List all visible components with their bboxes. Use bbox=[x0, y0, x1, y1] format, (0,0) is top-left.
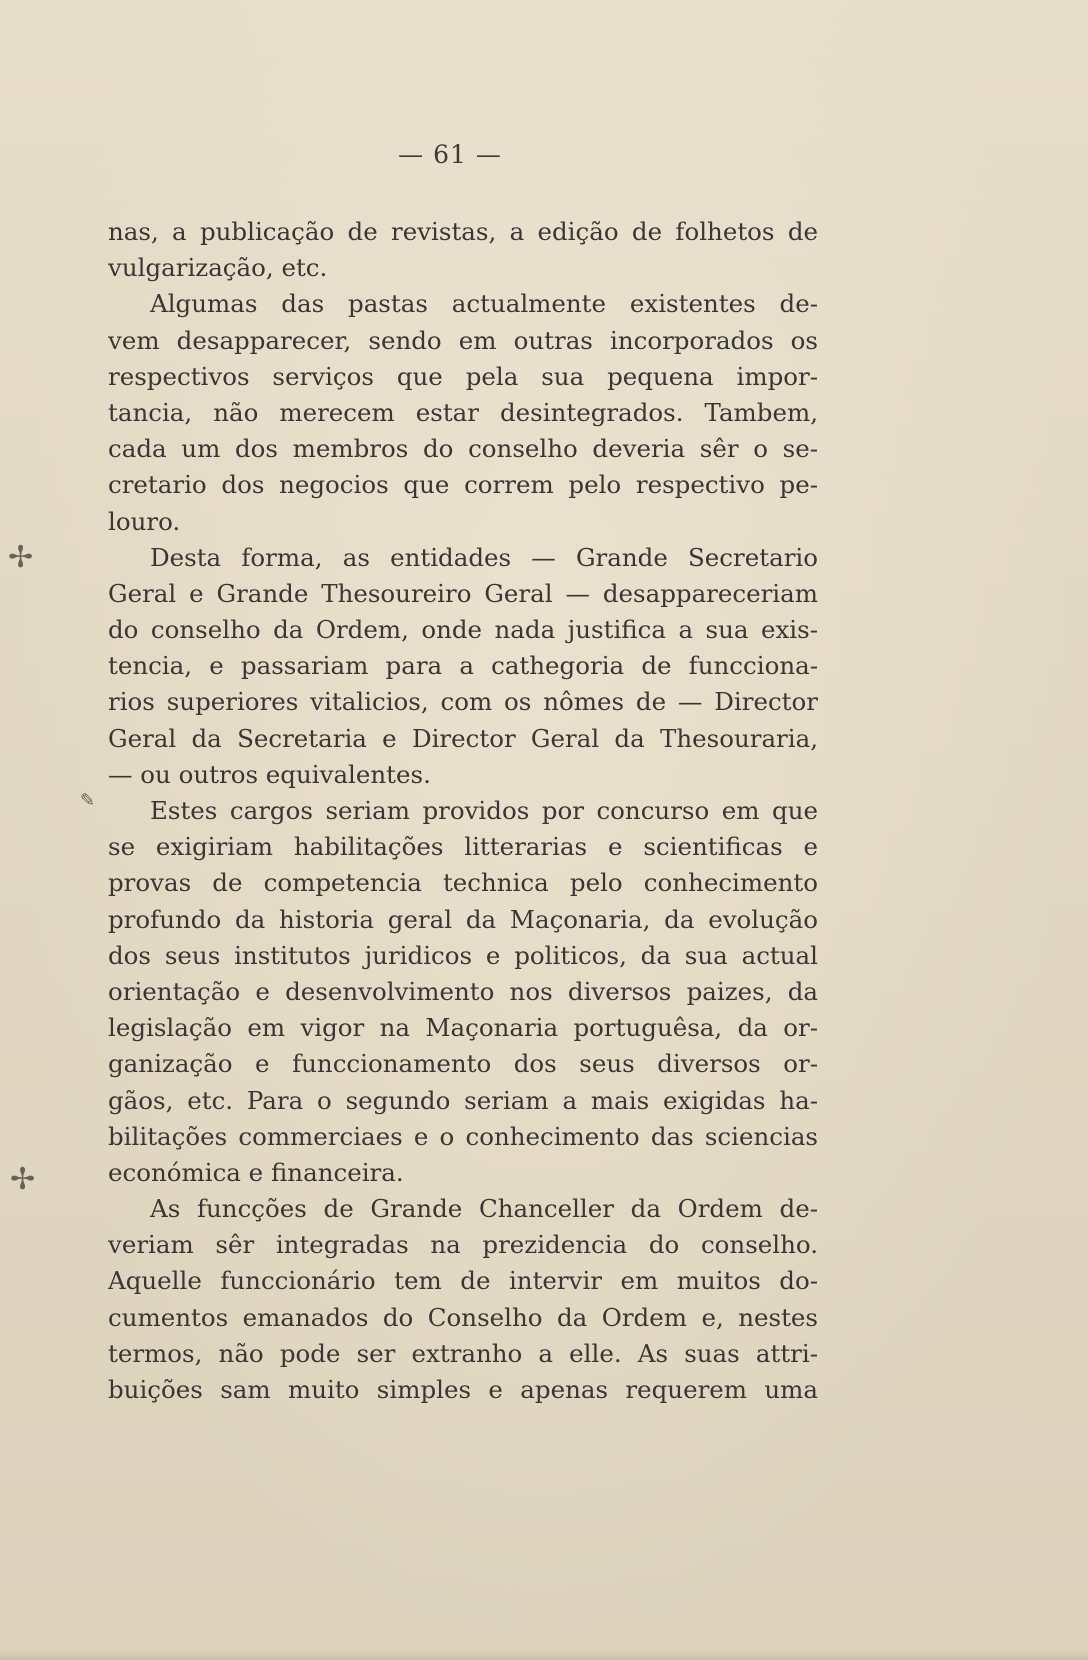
text-line: rios superiores vitalicios, com os nômes de — Director bbox=[108, 687, 818, 717]
text-line: Desta forma, as entidades — Grande Secretario bbox=[150, 542, 818, 572]
text-line: respectivos serviços que pela sua pequena impor- bbox=[108, 361, 818, 391]
margin-mark-1: ✢ bbox=[8, 540, 34, 575]
margin-mark-2: ✎ bbox=[80, 790, 96, 811]
text-line: provas de competencia technica pelo conhecimento bbox=[108, 868, 818, 898]
text-line: gãos, etc. Para o segundo seriam a mais exigidas ha- bbox=[108, 1085, 818, 1115]
text-line: cretario dos negocios que correm pelo respectivo pe- bbox=[108, 470, 818, 500]
text-line: orientação e desenvolvimento nos diversos paizes, da bbox=[108, 976, 818, 1006]
text-line: vem desapparecer, sendo em outras incorporados os bbox=[108, 325, 818, 355]
text-line: legislação em vigor na Maçonaria portuguêsa, da or- bbox=[108, 1013, 818, 1043]
text-line: Geral da Secretaria e Director Geral da Thesouraria, bbox=[108, 723, 818, 753]
page-number: — 61 — bbox=[398, 140, 502, 169]
body-text bbox=[108, 214, 818, 1408]
text-line: dos seus institutos juridicos e politicos, da sua actual bbox=[108, 940, 818, 970]
text-line: termos, não pode ser extranho a elle. As suas attri- bbox=[108, 1338, 818, 1368]
text-line: veriam sêr integradas na prezidencia do conselho. bbox=[108, 1230, 818, 1260]
margin-mark-3: ✢ bbox=[10, 1162, 36, 1197]
text-line: cada um dos membros do conselho deveria sêr o se- bbox=[108, 434, 818, 464]
text-line: vulgarização, etc. bbox=[108, 253, 328, 283]
text-line: buições sam muito simples e apenas requerem uma bbox=[108, 1375, 818, 1404]
text-line: tancia, não merecem estar desintegrados. Tambem, bbox=[108, 397, 818, 427]
text-line: Algumas das pastas actualmente existentes de- bbox=[150, 289, 818, 319]
text-line: Estes cargos seriam providos por concurso em que bbox=[150, 796, 818, 825]
page-bottom-edge bbox=[0, 1650, 1088, 1660]
text-line: — ou outros equivalentes. bbox=[108, 759, 431, 789]
text-line: ganização e funccionamento dos seus diversos or- bbox=[108, 1049, 818, 1079]
text-line: económica e financeira. bbox=[108, 1157, 404, 1187]
text-line: As funcções de Grande Chanceller da Ordem de- bbox=[150, 1194, 818, 1224]
text-line: do conselho da Ordem, onde nada justifica a sua exis- bbox=[108, 615, 818, 645]
text-line: bilitações commerciaes e o conhecimento das sciencias bbox=[108, 1121, 818, 1151]
text-line: tencia, e passariam para a cathegoria de funcciona- bbox=[108, 651, 818, 681]
text-line: nas, a publicação de revistas, a edição de folhetos de bbox=[108, 217, 818, 246]
text-line: louro. bbox=[108, 506, 181, 536]
text-line: Geral e Grande Thesoureiro Geral — desappareceriam bbox=[108, 578, 818, 608]
text-line: Aquelle funccionário tem de intervir em muitos do- bbox=[108, 1266, 818, 1296]
text-line: cumentos emanados do Conselho da Ordem e, nestes bbox=[108, 1302, 818, 1332]
text-line: profundo da historia geral da Maçonaria, da evolução bbox=[108, 904, 818, 934]
text-line: se exigiriam habilitações litterarias e scientificas e bbox=[108, 832, 818, 862]
